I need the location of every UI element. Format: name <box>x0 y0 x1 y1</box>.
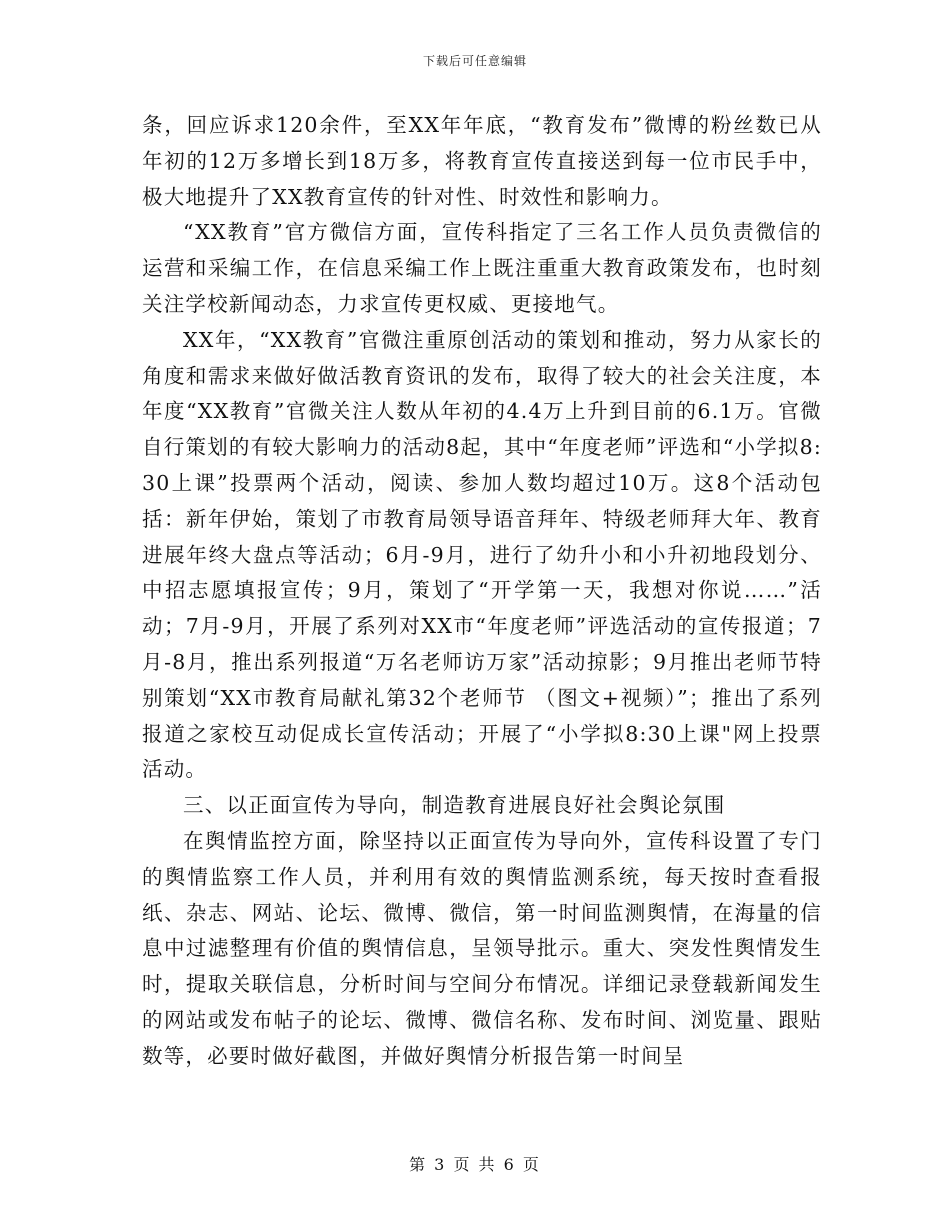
page-number-footer: 第 3 页 共 6 页 <box>409 1155 541 1174</box>
section-heading-3: 三、以正面宣传为导向，制造教育进展良好社会舆论氛围 <box>183 793 726 818</box>
paragraph-4: 在舆情监控方面，除坚持以正面宣传为导向外，宣传科设置了专门的舆情监察工作人员，并利用有效的舆情监测系统，每天按时查看报纸、杂志、网站、论坛、微博、微信，第一时间监测舆情，在海量的信息中过滤整理有价值的舆情信息，呈领导批示。重大、突发性舆情发生时，提取关联信息，分析时间与空间分布情况。详细记录登载新闻发生的网站或发布帖子的论坛、微博、微信名称、发布时间、浏览量、跟贴数等，必要时做好截图，并做好舆情分析报告第一时间呈 <box>142 828 822 1068</box>
document-body <box>142 108 822 1075</box>
paragraph-2: “XX教育”官方微信方面，宣传科指定了三名工作人员负责微信的运营和采编工作，在信息采编工作上既注重重大教育政策发布，也时刻关注学校新闻动态，力求宣传更权威、更接地气。 <box>142 220 822 316</box>
paragraph-3: XX年，“XX教育”官微注重原创活动的策划和推动，努力从家长的角度和需求来做好做活教育资讯的发布，取得了较大的社会关注度，本年度“XX教育”官微关注人数从年初的4.4万上升到目前的6.1万。官微自行策划的有较大影响力的活动8起，其中“年度老师”评选和“小学拟8:30上课”投票两个活动，阅读、参加人数均超过10万。这8个活动包括：新年伊始，策划了市教育局领导语音拜年、特级老师拜大年、教育进展年终大盘点等活动；6月-9月，进行了幼升小和小升初地段划分、中招志愿填报宣传；9月，策划了“开学第一天，我想对你说……”活动；7月-9月，开展了系列对XX市“年度老师”评选活动的宣传报道；7月-8月，推出系列报道“万名老师访万家”活动掠影；9月推出老师节特别策划“XX市教育局献礼第32个老师节 （图文+视频）”；推出了系列报道之家校互动促成长宣传活动；开展了“小学拟8:30上课"网上投票活动。 <box>142 327 822 782</box>
page-header: 下载后可任意编辑 <box>422 54 527 68</box>
paragraph-1: 条，回应诉求120余件，至XX年年底，“教育发布”微博的粉丝数已从年初的12万多增长到18万多，将教育宣传直接送到每一位市民手中，极大地提升了XX教育宣传的针对性、时效性和影响力。 <box>142 113 822 209</box>
